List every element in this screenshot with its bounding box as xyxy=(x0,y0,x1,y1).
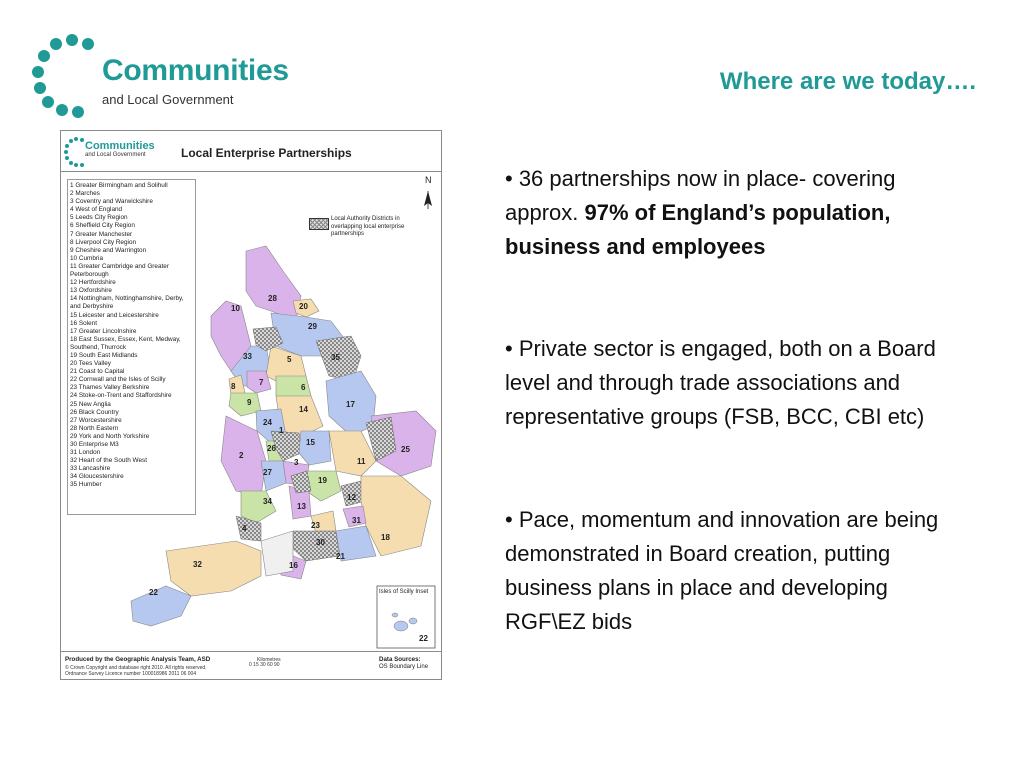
dots-logo-icon xyxy=(30,32,100,122)
region-label: 8 xyxy=(231,382,236,391)
region-heart-of-sw xyxy=(166,541,261,596)
region-label: 29 xyxy=(308,322,317,331)
legend-item: 27 Worcestershire xyxy=(70,416,122,424)
region-label: 7 xyxy=(259,378,264,387)
north-arrow-icon xyxy=(424,191,432,209)
legend-item: 2 Marches xyxy=(70,190,100,198)
legend-item: 19 South East Midlands xyxy=(70,351,138,359)
legend-item: 17 Greater Lincolnshire xyxy=(70,327,137,335)
legend-item: 18 East Sussex, Essex, Kent, Medway, Southend, Thurrock xyxy=(70,335,181,351)
brand-subtitle: and Local Government xyxy=(102,92,234,107)
region-label: 20 xyxy=(299,302,308,311)
region-gc-peterborough xyxy=(329,431,376,476)
region-label: 1 xyxy=(279,426,284,435)
region-cornwall xyxy=(131,586,191,626)
legend-item: 25 New Anglia xyxy=(70,400,111,408)
legend-item: 12 Hertfordshire xyxy=(70,279,116,287)
legend-item: 1 Greater Birmingham and Solihull xyxy=(70,182,168,189)
legend-item: 9 Cheshire and Warrington xyxy=(70,246,147,254)
slide-title: Where are we today…. xyxy=(719,68,976,95)
region-label: 28 xyxy=(268,294,277,303)
data-sources-heading: Data Sources: xyxy=(379,656,421,663)
legend-item: 8 Liverpool City Region xyxy=(70,238,137,246)
region-label: 16 xyxy=(289,561,298,570)
region-leicester xyxy=(299,431,331,465)
north-label: N xyxy=(425,175,432,185)
bullet-1-bold: 97% of England’s population, business and employees xyxy=(505,200,891,259)
region-label: 23 xyxy=(311,521,320,530)
region-label: 11 xyxy=(357,457,366,466)
overlap-note: Local Authority Districts in overlapping local enterprise partnerships xyxy=(331,216,405,237)
inset-title: Isles of Scilly Inset xyxy=(379,589,429,595)
region-label: 32 xyxy=(193,560,202,569)
legend-item: 35 Humber xyxy=(70,481,102,489)
hatch-swatch-icon xyxy=(309,218,329,230)
legend-item: 7 Greater Manchester xyxy=(70,230,133,238)
legend-item: 30 Enterprise M3 xyxy=(70,441,119,448)
inset-region-label: 22 xyxy=(419,634,428,643)
legend-item: 16 Solent xyxy=(70,319,98,327)
legend-item: 29 York and North Yorkshire xyxy=(70,432,150,440)
bullet-pace: • Pace, momentum and innovation are being demonstrated in Board creation, putting business plans in place and developing RGF\EZ bids xyxy=(505,507,939,634)
legend-item: 10 Cumbria xyxy=(70,254,104,262)
legend-item: 4 West of England xyxy=(70,206,123,214)
region-label: 17 xyxy=(346,400,355,409)
map-legend xyxy=(67,179,196,515)
legend-item: 22 Cornwall and the Isles of Scilly xyxy=(70,376,166,384)
legend-item: 13 Oxfordshire xyxy=(70,287,112,295)
region-label: 9 xyxy=(247,398,252,407)
region-label: 14 xyxy=(299,405,308,414)
legend-item: 3 Coventry and Warwickshire xyxy=(70,198,153,206)
region-label: 13 xyxy=(297,502,306,511)
region-label: 34 xyxy=(263,497,272,506)
region-label: 2 xyxy=(239,451,244,460)
legend-item: 20 Tees Valley xyxy=(70,360,111,368)
legend-item: 14 Nottingham, Nottinghamshire, Derby, and Derbyshire xyxy=(70,295,184,311)
legend-item: 26 Black Country xyxy=(70,408,119,416)
bullet-private-sector: • Private sector is engaged, both on a Board level and through trade associations and representative groups (FSB, BCC, CBI etc) xyxy=(505,336,936,429)
legend-item: 11 Greater Cambridge and Greater Peterborough xyxy=(70,262,169,279)
copyright-line-2: Ordnance Survey Licence number 100018986 2011 06 004 xyxy=(65,671,197,677)
scale-units: Kilometres xyxy=(257,657,281,663)
region-label: 4 xyxy=(242,524,247,533)
region-label: 3 xyxy=(294,458,299,467)
region-label: 12 xyxy=(347,493,356,502)
region-label: 26 xyxy=(267,444,276,453)
map-title: Local Enterprise Partnerships xyxy=(181,146,352,160)
legend-item: 34 Gloucestershire xyxy=(70,473,124,481)
bullet-1-text: • 36 partnerships now in place- covering approx. xyxy=(505,166,896,225)
legend-item: 33 Lancashire xyxy=(70,465,111,473)
region-gloucestershire xyxy=(241,491,276,523)
scale-ticks: 0 15 30 60 90 xyxy=(249,662,280,668)
region-north-eastern xyxy=(246,246,301,321)
bullet-partnerships xyxy=(505,162,970,264)
legend-item: 6 Sheffield City Region xyxy=(70,222,135,230)
region-label: 18 xyxy=(381,533,390,542)
brand-name: Communities xyxy=(102,54,289,87)
communities-logo xyxy=(30,32,289,122)
map-logo-name: Communities xyxy=(85,140,155,152)
legend-item: 5 Leeds City Region xyxy=(70,214,128,222)
region-label: 15 xyxy=(306,438,315,447)
region-label: 22 xyxy=(149,588,158,597)
produced-by: Produced by the Geographic Analysis Team, ASD xyxy=(65,656,211,663)
region-label: 10 xyxy=(231,304,240,313)
legend-item: 23 Thames Valley Berkshire xyxy=(70,384,150,392)
legend-item: 28 North Eastern xyxy=(70,424,119,432)
region-label: 35 xyxy=(331,353,340,362)
lep-map-panel xyxy=(60,130,442,680)
legend-item: 21 Coast to Capital xyxy=(70,368,125,376)
region-label: 30 xyxy=(316,538,325,547)
isles-of-scilly-inset xyxy=(377,586,435,648)
legend-item: 32 Heart of the South West xyxy=(70,457,147,465)
data-sources-value: OS Boundary Line xyxy=(379,664,429,670)
legend-item: 15 Leicester and Leicestershire xyxy=(70,311,159,319)
legend-item: 24 Stoke-on-Trent and Staffordshire xyxy=(70,392,172,400)
region-label: 27 xyxy=(263,468,272,477)
map-footer xyxy=(61,651,441,680)
copyright-line-1: © Crown Copyright and database right 2010. All rights reserved. xyxy=(65,665,207,671)
region-label: 31 xyxy=(352,516,361,525)
region-label: 33 xyxy=(243,352,252,361)
region-label: 24 xyxy=(263,418,272,427)
map-logo-sub: and Local Government xyxy=(85,152,146,158)
region-label: 19 xyxy=(318,476,327,485)
region-label: 6 xyxy=(301,383,306,392)
region-label: 25 xyxy=(401,445,410,454)
region-label: 5 xyxy=(287,355,292,364)
region-label: 21 xyxy=(336,552,345,561)
legend-item: 31 London xyxy=(70,449,101,457)
